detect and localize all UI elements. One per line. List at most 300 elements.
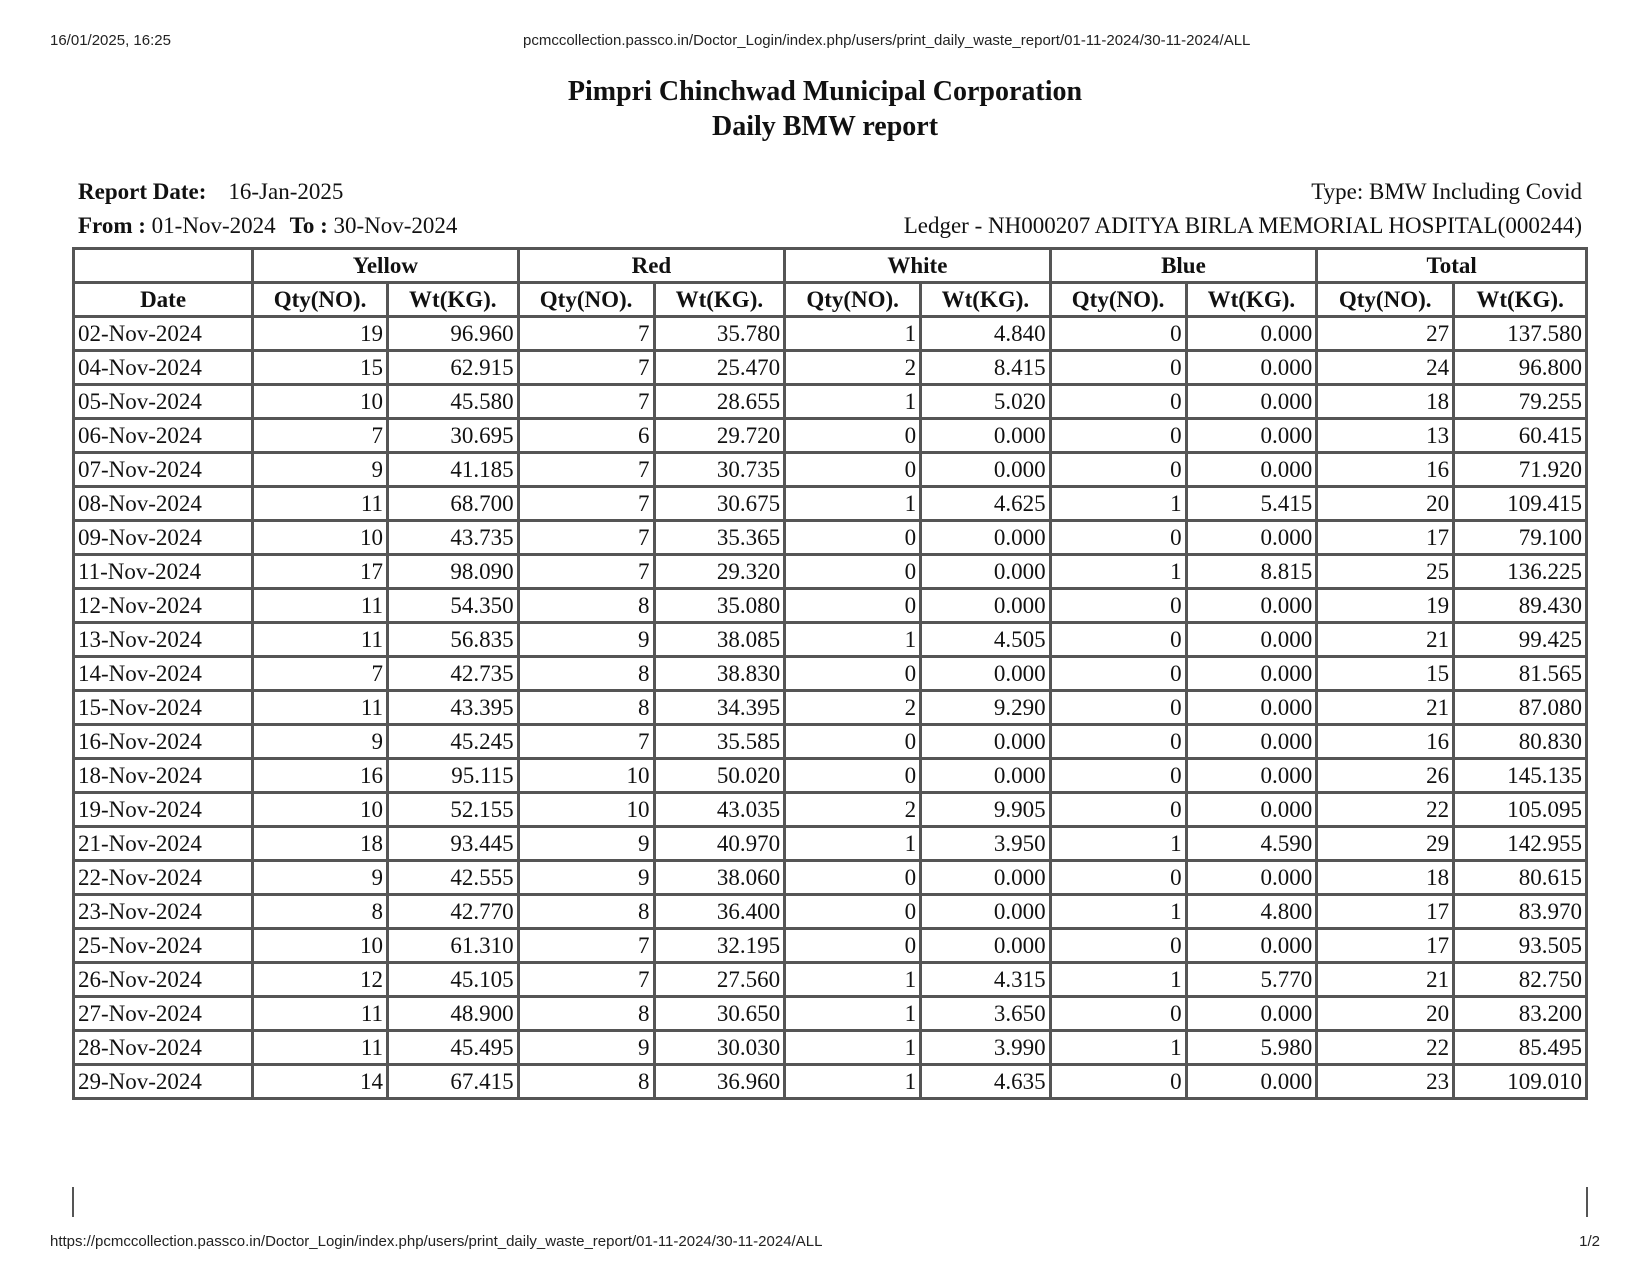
total-wt-cell: 87.080 <box>1454 691 1587 725</box>
blue-wt-cell: 5.415 <box>1186 487 1317 521</box>
red-wt-cell: 36.960 <box>654 1065 785 1099</box>
white-qty-cell: 1 <box>785 1031 921 1065</box>
total-wt-cell: 99.425 <box>1454 623 1587 657</box>
red-qty-cell: 10 <box>518 759 654 793</box>
yellow-wt-cell: 98.090 <box>387 555 518 589</box>
blue-wt-cell: 0.000 <box>1186 725 1317 759</box>
table-row <box>74 351 1587 385</box>
blue-qty-cell: 0 <box>1050 521 1186 555</box>
group-header-total: Total <box>1317 249 1587 283</box>
white-qty-cell: 0 <box>785 555 921 589</box>
yellow-wt-cell: 68.700 <box>387 487 518 521</box>
red-qty-cell: 9 <box>518 827 654 861</box>
total-wt-cell: 142.955 <box>1454 827 1587 861</box>
table-continuation <box>72 1187 1588 1217</box>
white-wt-cell: 0.000 <box>921 725 1051 759</box>
date-cell: 06-Nov-2024 <box>74 419 253 453</box>
yellow-qty-cell: 14 <box>253 1065 388 1099</box>
white-qty-cell: 0 <box>785 589 921 623</box>
white-qty-cell: 1 <box>785 385 921 419</box>
white-wt-cell: 0.000 <box>921 453 1051 487</box>
blue-qty-cell: 0 <box>1050 793 1186 827</box>
table-row <box>74 487 1587 521</box>
report-date-group <box>78 177 343 207</box>
table-row <box>74 453 1587 487</box>
blue-wt-cell: 0.000 <box>1186 317 1317 351</box>
red-wt-cell: 35.080 <box>654 589 785 623</box>
yellow-wt-cell: 43.735 <box>387 521 518 555</box>
waste-report-table <box>72 247 1588 1100</box>
qty-column-header: Qty(NO). <box>1050 283 1186 317</box>
white-wt-cell: 4.840 <box>921 317 1051 351</box>
table-row <box>74 691 1587 725</box>
white-wt-cell: 8.415 <box>921 351 1051 385</box>
total-qty-cell: 15 <box>1317 657 1454 691</box>
table-row <box>74 419 1587 453</box>
white-qty-cell: 0 <box>785 521 921 555</box>
blue-qty-cell: 1 <box>1050 963 1186 997</box>
white-qty-cell: 0 <box>785 725 921 759</box>
yellow-wt-cell: 42.735 <box>387 657 518 691</box>
date-cell: 02-Nov-2024 <box>74 317 253 351</box>
table-row <box>74 385 1587 419</box>
date-cell: 14-Nov-2024 <box>74 657 253 691</box>
table-row <box>74 521 1587 555</box>
total-wt-cell: 109.415 <box>1454 487 1587 521</box>
red-qty-cell: 10 <box>518 793 654 827</box>
red-qty-cell: 7 <box>518 385 654 419</box>
total-qty-cell: 17 <box>1317 521 1454 555</box>
date-cell: 22-Nov-2024 <box>74 861 253 895</box>
white-qty-cell: 1 <box>785 623 921 657</box>
report-type: Type: BMW Including Covid <box>1311 179 1582 204</box>
date-cell: 12-Nov-2024 <box>74 589 253 623</box>
report-date-label: Report Date: <box>78 179 207 204</box>
table-header <box>74 249 1587 317</box>
yellow-qty-cell: 12 <box>253 963 388 997</box>
print-header-url: pcmccollection.passco.in/Doctor_Login/index.php/users/print_daily_waste_report/01-11-2024/30-11-2024/ALL <box>523 32 1251 49</box>
total-qty-cell: 23 <box>1317 1065 1454 1099</box>
blue-wt-cell: 0.000 <box>1186 521 1317 555</box>
yellow-wt-cell: 54.350 <box>387 589 518 623</box>
table-row <box>74 1031 1587 1065</box>
group-header-white: White <box>785 249 1050 283</box>
yellow-qty-cell: 7 <box>253 657 388 691</box>
yellow-wt-cell: 52.155 <box>387 793 518 827</box>
table-row <box>74 759 1587 793</box>
red-wt-cell: 32.195 <box>654 929 785 963</box>
blue-qty-cell: 0 <box>1050 317 1186 351</box>
total-wt-cell: 136.225 <box>1454 555 1587 589</box>
red-qty-cell: 7 <box>518 453 654 487</box>
blue-wt-cell: 4.590 <box>1186 827 1317 861</box>
wt-column-header: Wt(KG). <box>387 283 518 317</box>
red-wt-cell: 38.830 <box>654 657 785 691</box>
red-qty-cell: 7 <box>518 929 654 963</box>
white-wt-cell: 9.905 <box>921 793 1051 827</box>
white-wt-cell: 0.000 <box>921 419 1051 453</box>
total-qty-cell: 21 <box>1317 963 1454 997</box>
date-cell: 11-Nov-2024 <box>74 555 253 589</box>
yellow-qty-cell: 11 <box>253 1031 388 1065</box>
white-qty-cell: 0 <box>785 453 921 487</box>
total-wt-cell: 96.800 <box>1454 351 1587 385</box>
page-number: 1/2 <box>1579 1233 1600 1250</box>
total-qty-cell: 18 <box>1317 861 1454 895</box>
white-qty-cell: 1 <box>785 487 921 521</box>
total-wt-cell: 93.505 <box>1454 929 1587 963</box>
corporation-name: Pimpri Chinchwad Municipal Corporation <box>567 76 1083 107</box>
qty-column-header: Qty(NO). <box>1317 283 1454 317</box>
yellow-qty-cell: 15 <box>253 351 388 385</box>
yellow-qty-cell: 11 <box>253 997 388 1031</box>
total-qty-cell: 22 <box>1317 1031 1454 1065</box>
white-wt-cell: 0.000 <box>921 759 1051 793</box>
white-qty-cell: 2 <box>785 691 921 725</box>
total-qty-cell: 29 <box>1317 827 1454 861</box>
print-timestamp: 16/01/2025, 16:25 <box>50 32 171 49</box>
group-header-blue: Blue <box>1050 249 1317 283</box>
yellow-qty-cell: 9 <box>253 861 388 895</box>
blue-qty-cell: 0 <box>1050 351 1186 385</box>
total-wt-cell: 83.200 <box>1454 997 1587 1031</box>
white-wt-cell: 0.000 <box>921 555 1051 589</box>
white-qty-cell: 0 <box>785 929 921 963</box>
white-qty-cell: 1 <box>785 1065 921 1099</box>
blue-qty-cell: 1 <box>1050 555 1186 589</box>
yellow-wt-cell: 45.245 <box>387 725 518 759</box>
table-body <box>74 317 1587 1099</box>
red-qty-cell: 7 <box>518 963 654 997</box>
yellow-wt-cell: 42.555 <box>387 861 518 895</box>
blue-qty-cell: 0 <box>1050 725 1186 759</box>
blue-qty-cell: 0 <box>1050 385 1186 419</box>
yellow-wt-cell: 62.915 <box>387 351 518 385</box>
table-row <box>74 963 1587 997</box>
white-qty-cell: 2 <box>785 351 921 385</box>
total-qty-cell: 17 <box>1317 895 1454 929</box>
total-wt-cell: 109.010 <box>1454 1065 1587 1099</box>
date-cell: 13-Nov-2024 <box>74 623 253 657</box>
table-row <box>74 1065 1587 1099</box>
blue-wt-cell: 0.000 <box>1186 385 1317 419</box>
total-wt-cell: 105.095 <box>1454 793 1587 827</box>
from-date: 01-Nov-2024 <box>151 213 276 238</box>
red-wt-cell: 35.780 <box>654 317 785 351</box>
yellow-qty-cell: 7 <box>253 419 388 453</box>
red-qty-cell: 7 <box>518 487 654 521</box>
white-qty-cell: 2 <box>785 793 921 827</box>
red-qty-cell: 7 <box>518 521 654 555</box>
total-qty-cell: 27 <box>1317 317 1454 351</box>
wt-column-header: Wt(KG). <box>1454 283 1587 317</box>
yellow-qty-cell: 10 <box>253 793 388 827</box>
red-wt-cell: 30.675 <box>654 487 785 521</box>
blue-qty-cell: 1 <box>1050 895 1186 929</box>
yellow-wt-cell: 41.185 <box>387 453 518 487</box>
red-wt-cell: 28.655 <box>654 385 785 419</box>
blue-wt-cell: 0.000 <box>1186 623 1317 657</box>
red-qty-cell: 8 <box>518 691 654 725</box>
yellow-wt-cell: 42.770 <box>387 895 518 929</box>
qty-column-header: Qty(NO). <box>518 283 654 317</box>
red-wt-cell: 40.970 <box>654 827 785 861</box>
blue-wt-cell: 0.000 <box>1186 793 1317 827</box>
blue-qty-cell: 0 <box>1050 453 1186 487</box>
date-cell: 15-Nov-2024 <box>74 691 253 725</box>
total-qty-cell: 22 <box>1317 793 1454 827</box>
yellow-qty-cell: 11 <box>253 691 388 725</box>
report-meta-row-1 <box>78 177 1582 207</box>
column-header-row <box>74 283 1587 317</box>
date-cell: 23-Nov-2024 <box>74 895 253 929</box>
blue-wt-cell: 0.000 <box>1186 1065 1317 1099</box>
red-qty-cell: 9 <box>518 1031 654 1065</box>
red-wt-cell: 30.030 <box>654 1031 785 1065</box>
white-wt-cell: 0.000 <box>921 589 1051 623</box>
table-row <box>74 861 1587 895</box>
white-wt-cell: 5.020 <box>921 385 1051 419</box>
white-qty-cell: 0 <box>785 759 921 793</box>
total-qty-cell: 21 <box>1317 691 1454 725</box>
total-qty-cell: 13 <box>1317 419 1454 453</box>
blue-qty-cell: 0 <box>1050 419 1186 453</box>
group-header-red: Red <box>518 249 785 283</box>
red-qty-cell: 8 <box>518 895 654 929</box>
wt-column-header: Wt(KG). <box>1186 283 1317 317</box>
total-wt-cell: 137.580 <box>1454 317 1587 351</box>
yellow-wt-cell: 61.310 <box>387 929 518 963</box>
yellow-wt-cell: 45.580 <box>387 385 518 419</box>
yellow-qty-cell: 11 <box>253 589 388 623</box>
red-wt-cell: 35.585 <box>654 725 785 759</box>
blue-wt-cell: 0.000 <box>1186 453 1317 487</box>
red-qty-cell: 7 <box>518 317 654 351</box>
red-wt-cell: 43.035 <box>654 793 785 827</box>
yellow-wt-cell: 56.835 <box>387 623 518 657</box>
red-wt-cell: 35.365 <box>654 521 785 555</box>
yellow-qty-cell: 19 <box>253 317 388 351</box>
blue-wt-cell: 0.000 <box>1186 759 1317 793</box>
red-qty-cell: 8 <box>518 589 654 623</box>
red-wt-cell: 30.650 <box>654 997 785 1031</box>
blue-wt-cell: 0.000 <box>1186 589 1317 623</box>
red-wt-cell: 29.320 <box>654 555 785 589</box>
blue-wt-cell: 8.815 <box>1186 555 1317 589</box>
red-wt-cell: 27.560 <box>654 963 785 997</box>
red-qty-cell: 9 <box>518 623 654 657</box>
total-wt-cell: 71.920 <box>1454 453 1587 487</box>
qty-column-header: Qty(NO). <box>785 283 921 317</box>
total-qty-cell: 20 <box>1317 487 1454 521</box>
red-wt-cell: 30.735 <box>654 453 785 487</box>
yellow-qty-cell: 10 <box>253 929 388 963</box>
table-row <box>74 793 1587 827</box>
total-qty-cell: 16 <box>1317 453 1454 487</box>
yellow-qty-cell: 11 <box>253 623 388 657</box>
red-qty-cell: 7 <box>518 725 654 759</box>
white-wt-cell: 0.000 <box>921 929 1051 963</box>
date-cell: 05-Nov-2024 <box>74 385 253 419</box>
total-qty-cell: 25 <box>1317 555 1454 589</box>
print-header <box>50 32 1600 52</box>
yellow-qty-cell: 9 <box>253 453 388 487</box>
wt-column-header: Wt(KG). <box>921 283 1051 317</box>
blue-qty-cell: 1 <box>1050 827 1186 861</box>
white-qty-cell: 1 <box>785 317 921 351</box>
red-qty-cell: 8 <box>518 657 654 691</box>
red-wt-cell: 38.060 <box>654 861 785 895</box>
date-cell: 08-Nov-2024 <box>74 487 253 521</box>
white-qty-cell: 1 <box>785 827 921 861</box>
blue-wt-cell: 0.000 <box>1186 929 1317 963</box>
blue-qty-cell: 0 <box>1050 691 1186 725</box>
group-header-yellow: Yellow <box>253 249 519 283</box>
total-wt-cell: 83.970 <box>1454 895 1587 929</box>
white-wt-cell: 3.950 <box>921 827 1051 861</box>
date-range-group <box>78 211 457 241</box>
red-wt-cell: 25.470 <box>654 351 785 385</box>
yellow-wt-cell: 43.395 <box>387 691 518 725</box>
yellow-wt-cell: 48.900 <box>387 997 518 1031</box>
table-row <box>74 555 1587 589</box>
blue-qty-cell: 1 <box>1050 487 1186 521</box>
date-cell: 25-Nov-2024 <box>74 929 253 963</box>
total-qty-cell: 24 <box>1317 351 1454 385</box>
date-cell: 04-Nov-2024 <box>74 351 253 385</box>
yellow-qty-cell: 8 <box>253 895 388 929</box>
date-cell: 26-Nov-2024 <box>74 963 253 997</box>
table-row <box>74 657 1587 691</box>
report-title <box>0 74 1650 144</box>
blank-header-cell <box>74 249 253 283</box>
blue-wt-cell: 0.000 <box>1186 657 1317 691</box>
blue-qty-cell: 1 <box>1050 1031 1186 1065</box>
red-qty-cell: 9 <box>518 861 654 895</box>
table-row <box>74 317 1587 351</box>
wt-column-header: Wt(KG). <box>654 283 785 317</box>
yellow-wt-cell: 45.495 <box>387 1031 518 1065</box>
yellow-qty-cell: 10 <box>253 521 388 555</box>
table-row <box>74 997 1587 1031</box>
white-wt-cell: 0.000 <box>921 521 1051 555</box>
yellow-wt-cell: 96.960 <box>387 317 518 351</box>
red-qty-cell: 7 <box>518 351 654 385</box>
blue-qty-cell: 0 <box>1050 929 1186 963</box>
date-cell: 19-Nov-2024 <box>74 793 253 827</box>
report-name: Daily BMW report <box>711 111 939 142</box>
red-wt-cell: 36.400 <box>654 895 785 929</box>
total-wt-cell: 79.100 <box>1454 521 1587 555</box>
red-qty-cell: 8 <box>518 1065 654 1099</box>
total-qty-cell: 21 <box>1317 623 1454 657</box>
blue-wt-cell: 0.000 <box>1186 861 1317 895</box>
print-footer <box>50 1233 1600 1253</box>
yellow-wt-cell: 45.105 <box>387 963 518 997</box>
date-cell: 18-Nov-2024 <box>74 759 253 793</box>
total-wt-cell: 60.415 <box>1454 419 1587 453</box>
blue-wt-cell: 4.800 <box>1186 895 1317 929</box>
qty-column-header: Qty(NO). <box>253 283 388 317</box>
blue-wt-cell: 0.000 <box>1186 419 1317 453</box>
blue-qty-cell: 0 <box>1050 997 1186 1031</box>
blue-wt-cell: 0.000 <box>1186 691 1317 725</box>
white-wt-cell: 4.505 <box>921 623 1051 657</box>
total-wt-cell: 81.565 <box>1454 657 1587 691</box>
white-wt-cell: 0.000 <box>921 861 1051 895</box>
blue-wt-cell: 0.000 <box>1186 997 1317 1031</box>
yellow-qty-cell: 17 <box>253 555 388 589</box>
white-wt-cell: 4.315 <box>921 963 1051 997</box>
to-label: To : <box>289 213 328 238</box>
blue-wt-cell: 5.770 <box>1186 963 1317 997</box>
yellow-qty-cell: 11 <box>253 487 388 521</box>
total-wt-cell: 80.615 <box>1454 861 1587 895</box>
white-wt-cell: 4.625 <box>921 487 1051 521</box>
date-cell: 21-Nov-2024 <box>74 827 253 861</box>
total-wt-cell: 145.135 <box>1454 759 1587 793</box>
table-row <box>74 827 1587 861</box>
white-qty-cell: 1 <box>785 997 921 1031</box>
total-wt-cell: 82.750 <box>1454 963 1587 997</box>
red-wt-cell: 38.085 <box>654 623 785 657</box>
total-qty-cell: 19 <box>1317 589 1454 623</box>
blue-qty-cell: 0 <box>1050 623 1186 657</box>
total-wt-cell: 85.495 <box>1454 1031 1587 1065</box>
yellow-qty-cell: 9 <box>253 725 388 759</box>
total-qty-cell: 26 <box>1317 759 1454 793</box>
red-wt-cell: 34.395 <box>654 691 785 725</box>
white-wt-cell: 3.650 <box>921 997 1051 1031</box>
yellow-wt-cell: 67.415 <box>387 1065 518 1099</box>
blue-qty-cell: 0 <box>1050 657 1186 691</box>
ledger-info: Ledger - NH000207 ADITYA BIRLA MEMORIAL HOSPITAL(000244) <box>903 213 1582 238</box>
date-cell: 07-Nov-2024 <box>74 453 253 487</box>
red-wt-cell: 50.020 <box>654 759 785 793</box>
date-column-header: Date <box>74 283 253 317</box>
total-wt-cell: 80.830 <box>1454 725 1587 759</box>
white-wt-cell: 3.990 <box>921 1031 1051 1065</box>
blue-qty-cell: 0 <box>1050 861 1186 895</box>
white-qty-cell: 0 <box>785 861 921 895</box>
group-header-row <box>74 249 1587 283</box>
report-meta-row-2 <box>78 211 1582 241</box>
white-qty-cell: 1 <box>785 963 921 997</box>
report-date-value: 16-Jan-2025 <box>228 179 344 204</box>
total-qty-cell: 18 <box>1317 385 1454 419</box>
total-wt-cell: 89.430 <box>1454 589 1587 623</box>
white-qty-cell: 0 <box>785 419 921 453</box>
blue-wt-cell: 0.000 <box>1186 351 1317 385</box>
to-date: 30-Nov-2024 <box>333 213 458 238</box>
yellow-wt-cell: 93.445 <box>387 827 518 861</box>
blue-qty-cell: 0 <box>1050 759 1186 793</box>
total-qty-cell: 17 <box>1317 929 1454 963</box>
date-cell: 28-Nov-2024 <box>74 1031 253 1065</box>
white-qty-cell: 0 <box>785 657 921 691</box>
table-row <box>74 895 1587 929</box>
date-cell: 09-Nov-2024 <box>74 521 253 555</box>
white-qty-cell: 0 <box>785 895 921 929</box>
yellow-qty-cell: 18 <box>253 827 388 861</box>
total-qty-cell: 20 <box>1317 997 1454 1031</box>
table-row <box>74 725 1587 759</box>
red-qty-cell: 6 <box>518 419 654 453</box>
blue-qty-cell: 0 <box>1050 1065 1186 1099</box>
white-wt-cell: 0.000 <box>921 895 1051 929</box>
date-cell: 27-Nov-2024 <box>74 997 253 1031</box>
yellow-wt-cell: 95.115 <box>387 759 518 793</box>
